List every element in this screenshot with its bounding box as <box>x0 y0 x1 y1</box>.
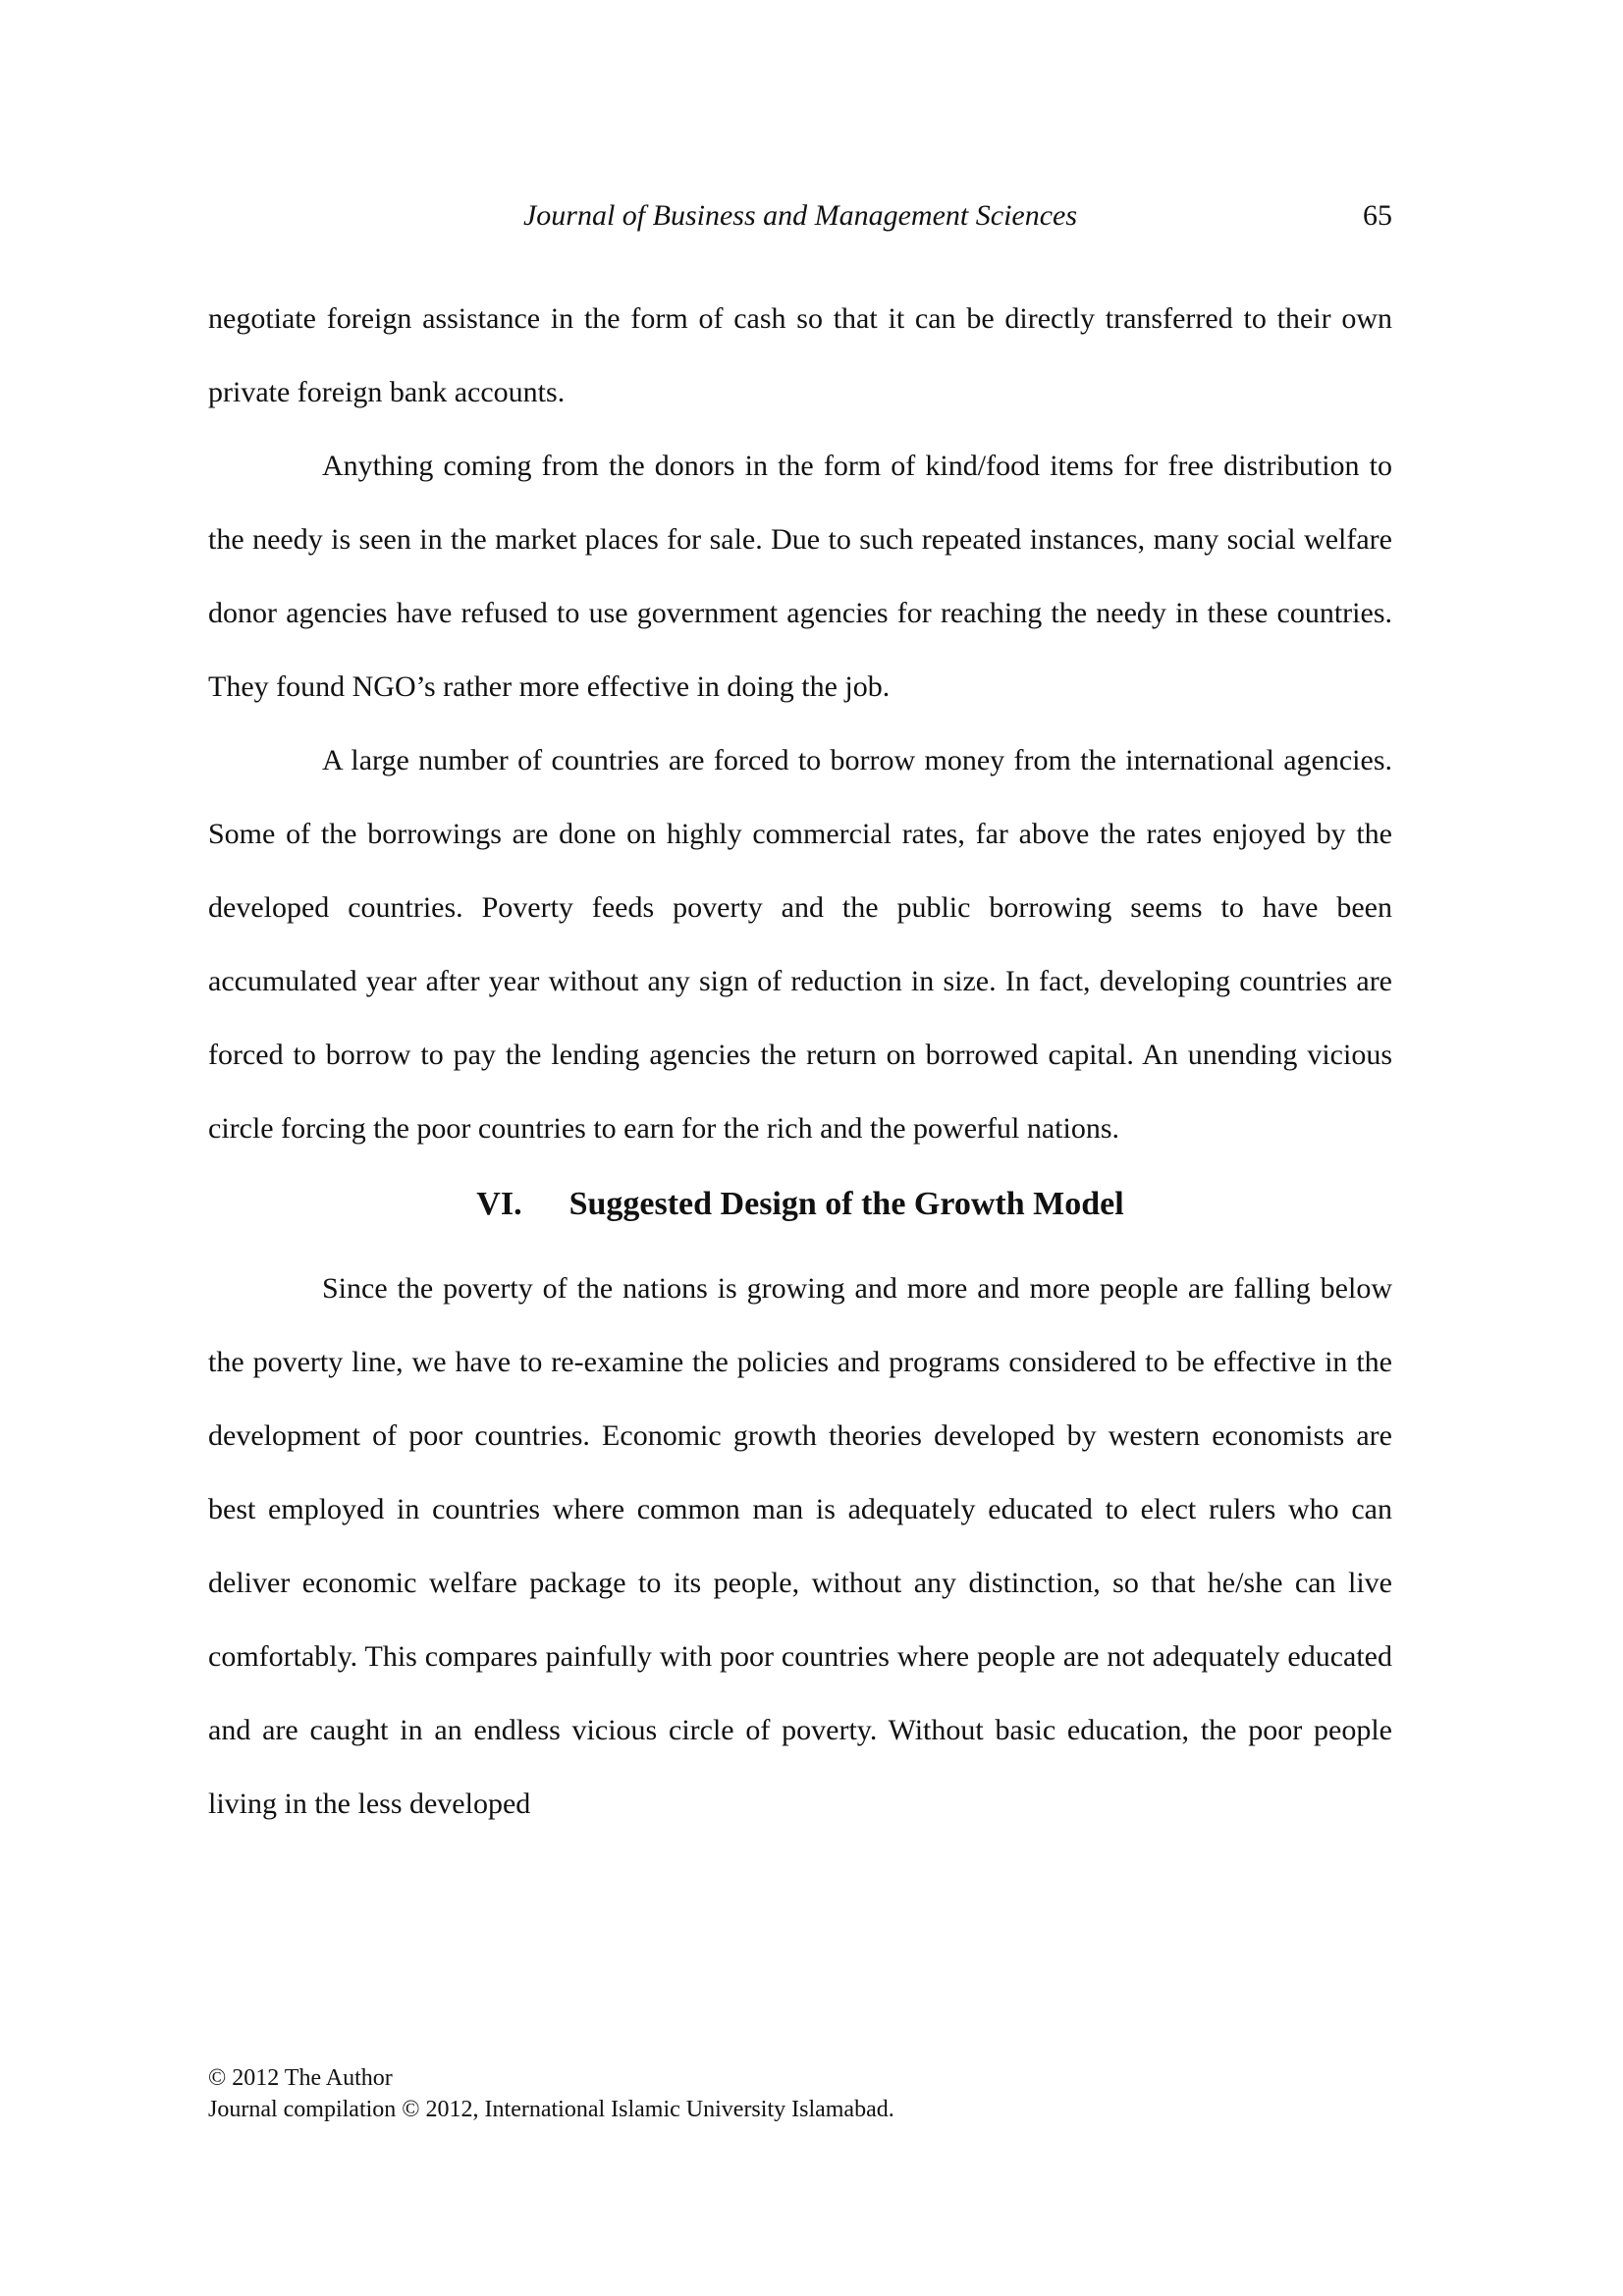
section-number: VI. <box>476 1186 522 1222</box>
paragraph-2: Anything coming from the donors in the form of kind/food items for free distribution to the needy is seen in the market places for sale. Due to such repeated instances, many social welfare donor agencies have refused to use government agencies for reaching the needy in these countries. They found NGO’s rather more effective in doing the job. <box>208 450 1392 703</box>
paragraph-1: negotiate foreign assistance in the form of cash so that it can be directly transferred to their own private foreign bank accounts. <box>208 302 1392 408</box>
journal-title: Journal of Business and Management Sciences <box>522 199 1078 232</box>
paragraph-4: Since the poverty of the nations is growing and more and more people are falling below the poverty line, we have to re-examine the policies and programs considered to be effective in the development of poor countries. Economic growth theories developed by western economists are best employed in countries where common man is adequately educated to elect rulers who can deliver economic welfare package to its people, without any distinction, so that he/she can live comfortably. This compares painfully with poor countries where people are not adequately educated and are caught in an endless vicious circle of poverty. Without basic education, the poor people living in the less developed <box>208 1272 1392 1820</box>
running-header <box>208 194 1392 238</box>
paragraph-3: A large number of countries are forced to borrow money from the international agencies. Some of the borrowings are done on highly commercial rates, far above the rates enjoyed by the developed countries. Poverty feeds poverty and the public borrowing seems to have been accumulated year after year without any sign of reduction in size. In fact, developing countries are forced to borrow to pay the lending agencies the return on borrowed capital. An unending vicious circle forcing the poor countries to earn for the rich and the powerful nations. <box>208 744 1392 1145</box>
copyright-footer <box>208 2062 894 2125</box>
body-text <box>208 282 1392 1841</box>
copyright-journal: Journal compilation © 2012, International Islamic University Islamabad. <box>208 2097 894 2122</box>
section-heading <box>208 1165 1392 1252</box>
copyright-author: © 2012 The Author <box>208 2065 393 2091</box>
page-number: 65 <box>1363 199 1392 232</box>
section-title: Suggested Design of the Growth Model <box>568 1186 1124 1222</box>
